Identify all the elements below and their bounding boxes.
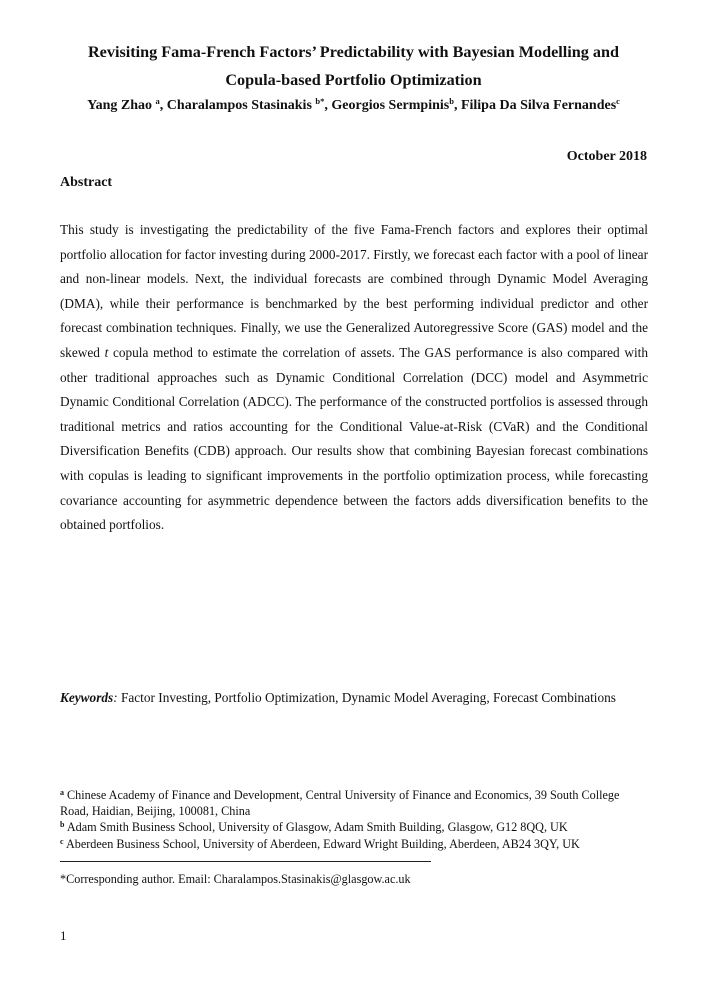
author-name: Filipa Da Silva Fernandes: [460, 98, 617, 113]
affiliation-text: Adam Smith Business School, University of Glasgow, Adam Smith Building, Glasgow, G12 8QQ, UK: [66, 820, 568, 835]
affiliation-mark: c: [60, 836, 64, 846]
author: [167, 98, 332, 113]
affiliation-mark: b: [60, 820, 65, 830]
paper-date: October 2018: [566, 149, 647, 164]
author-mark: c: [616, 96, 620, 106]
affiliation-mark: a: [60, 788, 64, 797]
title-line-2: Copula-based Portfolio Optimization: [225, 71, 482, 89]
affiliation-text: Chinese Academy of Finance and Development, Central University of Finance and Economics, 39 South College Road, Haidian, Beijing, 100081, China: [60, 788, 620, 819]
author-separator: ,: [159, 98, 167, 113]
abstract-heading: Abstract: [60, 175, 113, 190]
abstract-text-part-2: copula method to estimate the correlation of assets. The GAS performance is also compared with other traditional approaches such as Dynamic Conditional Correlation (DCC) model and Asymmetric Dynamic Conditional Correlation (ADCC). The performance of the constructed portfolios is assessed through traditional metrics and ratios accounting for the Conditional Value-at-Risk (CVaR) and the Conditional Diversification Benefits (CDB) approach. Our results show that combining Bayesian forecast combinations with copulas is leading to significant improvements in the portfolio optimization process, while forecasting covariance accounting for asymmetric dependence between the factors adds diversification benefits to the obtained portfolios.: [60, 344, 648, 533]
page-number: 1: [60, 928, 67, 943]
author: [331, 98, 461, 113]
author: [461, 98, 620, 113]
affiliation-a: [60, 787, 650, 819]
affiliation-c: [60, 836, 650, 852]
affiliation-b: [60, 819, 650, 835]
author-name: Charalampos Stasinakis: [166, 98, 312, 113]
keywords-label: Keywords: [60, 690, 114, 705]
keywords-colon: :: [113, 690, 118, 705]
author-mark: b: [449, 96, 454, 106]
author-list: [60, 97, 647, 115]
keywords: [60, 686, 648, 711]
title-line-1: Revisiting Fama-French Factors’ Predictability with Bayesian Modelling and: [87, 43, 619, 61]
author-separator: ,: [324, 98, 332, 113]
paper-title: [60, 38, 647, 94]
author-mark: b*: [315, 96, 325, 106]
keywords-text: Factor Investing, Portfolio Optimization, Dynamic Model Averaging, Forecast Combinations: [120, 690, 616, 705]
abstract-body: [60, 218, 648, 538]
author-separator: ,: [453, 98, 461, 113]
author-mark: a: [155, 96, 160, 106]
affiliations: [60, 787, 650, 852]
author-name: Georgios Sermpinis: [331, 98, 450, 113]
affiliation-text: Aberdeen Business School, University of Aberdeen, Edward Wright Building, Aberdeen, AB24 3QY, UK: [65, 836, 580, 851]
footnote-divider: [60, 861, 431, 862]
corresponding-author-note: *Corresponding author. Email: Charalampos.Stasinakis@glasgow.ac.uk: [60, 872, 411, 886]
author: [87, 98, 167, 113]
abstract-italic-t: t: [104, 344, 109, 360]
author-name: Yang Zhao: [87, 98, 153, 113]
abstract-text-part-1: This study is investigating the predictability of the five Fama-French factors and explores their optimal portfolio allocation for factor investing during 2000-2017. Firstly, we forecast each factor with a pool of linear and non-linear models. Next, the individual forecasts are combined through Dynamic Model Averaging (DMA), while their performance is benchmarked by the best performing individual predictor and other forecast combination techniques. Finally, we use the Generalized Autoregressive Score (GAS) model and the skewed: [60, 222, 648, 360]
